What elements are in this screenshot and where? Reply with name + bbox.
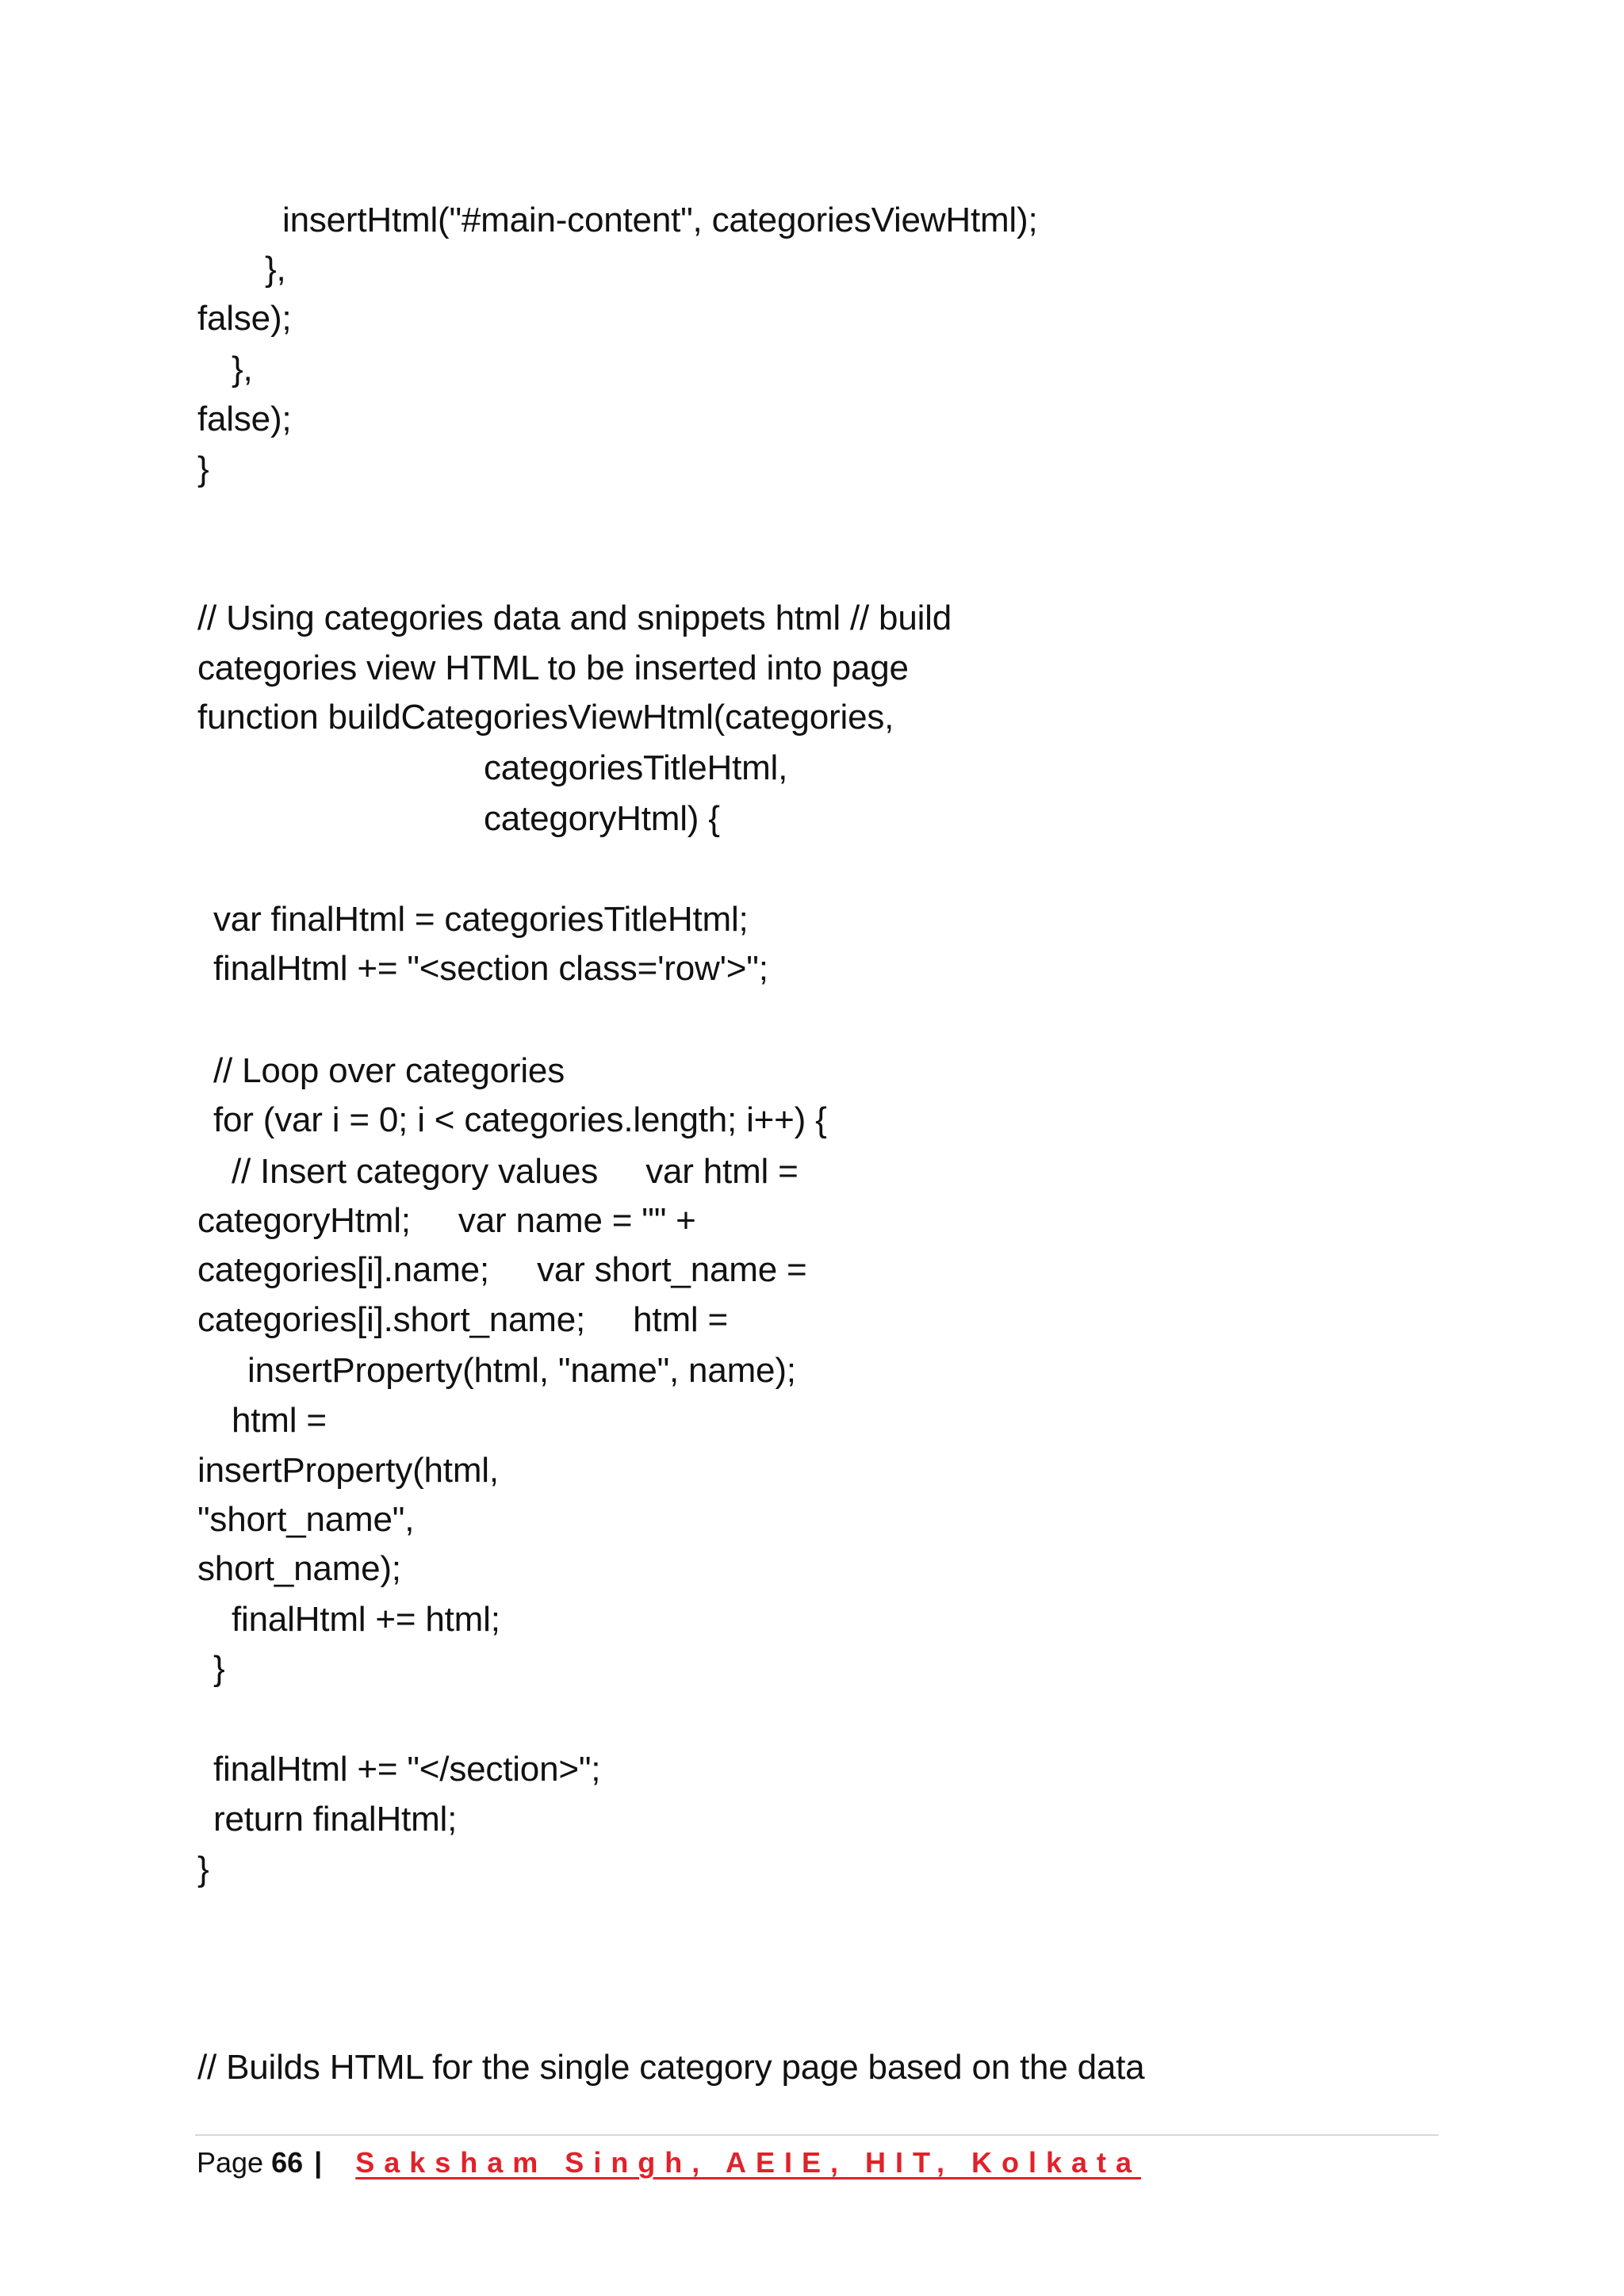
code-line: short_name); xyxy=(197,1549,401,1588)
footer-page-label: Page xyxy=(197,2146,264,2179)
code-line: html = xyxy=(232,1401,327,1440)
code-line: finalHtml += html; xyxy=(232,1600,500,1639)
code-line: // Insert category values var html = xyxy=(232,1152,799,1191)
code-line: var finalHtml = categoriesTitleHtml; xyxy=(213,900,749,939)
code-line: insertHtml("#main-content", categoriesViewHtml); xyxy=(282,201,1038,239)
code-line: }, xyxy=(265,250,286,289)
page-footer xyxy=(197,2141,1141,2185)
footer-separator: | xyxy=(314,2146,323,2179)
code-line: categoryHtml) { xyxy=(484,799,720,838)
code-line: }, xyxy=(232,350,253,388)
code-comment: // Builds HTML for the single category page based on the data xyxy=(197,2048,1145,2087)
code-line: categories[i].name; var short_name = xyxy=(197,1250,807,1289)
footer-page-number: 66 xyxy=(271,2146,304,2179)
code-line: false); xyxy=(197,400,292,438)
code-line: categoriesTitleHtml, xyxy=(484,748,788,787)
code-line: function buildCategoriesViewHtml(categories, xyxy=(197,698,894,737)
footer-author: Saksham Singh, AEIE, HIT, Kolkata xyxy=(355,2146,1142,2179)
code-comment: // Loop over categories xyxy=(213,1051,565,1090)
code-comment: // Using categories data and snippets html // build xyxy=(197,599,952,637)
code-line: "short_name", xyxy=(197,1500,415,1539)
code-line: } xyxy=(197,1850,209,1888)
code-line: categories[i].short_name; html = xyxy=(197,1300,728,1339)
code-line: for (var i = 0; i < categories.length; i++) { xyxy=(213,1100,827,1139)
code-line: insertProperty(html, "name", name); xyxy=(247,1351,796,1390)
code-line: finalHtml += "<section class='row'>"; xyxy=(213,949,768,988)
footer-divider xyxy=(195,2134,1438,2136)
code-line: categoryHtml; var name = "" + xyxy=(197,1201,696,1240)
code-line: } xyxy=(197,450,209,488)
code-line: finalHtml += "</section>"; xyxy=(213,1750,601,1789)
code-line: categories view HTML to be inserted into page xyxy=(197,649,909,687)
code-line: return finalHtml; xyxy=(213,1800,458,1839)
code-line: false); xyxy=(197,299,292,338)
code-line: } xyxy=(213,1649,225,1688)
code-line: insertProperty(html, xyxy=(197,1451,499,1490)
